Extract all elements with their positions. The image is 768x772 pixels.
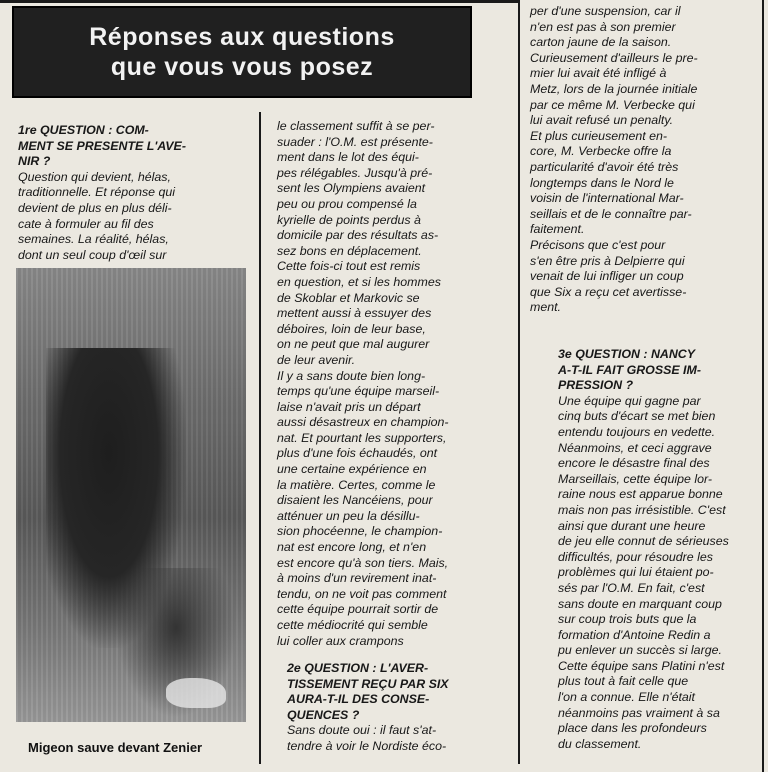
- text-line: de Skoblar et Markovic se: [277, 290, 420, 305]
- text-line: le classement suffit à se per-: [277, 119, 435, 133]
- text-line: par ce même M. Verbecke qui: [530, 97, 695, 112]
- column-3-text: [530, 4, 698, 316]
- column-divider-right: [518, 0, 520, 764]
- text-line: Néanmoins, et ceci aggrave: [558, 440, 712, 455]
- text-line: s'en être pris à Delpierre qui: [530, 253, 685, 268]
- question-heading-line: TISSEMENT REÇU PAR SIX: [287, 676, 449, 691]
- text-line: per d'une suspension, car il: [530, 4, 681, 18]
- text-line: dont un seul coup d'œil sur: [18, 247, 167, 262]
- text-line: tendre à voir le Nordiste éco-: [287, 738, 447, 753]
- text-line: néanmoins pas vraiment à sa: [558, 705, 720, 720]
- text-line: nat. Et pourtant les supporters,: [277, 430, 447, 445]
- text-line: cinq buts d'écart se met bien: [558, 409, 716, 424]
- text-line: pes rélégables. Jusqu'à pré-: [277, 165, 433, 180]
- column-2-text: [277, 119, 449, 649]
- text-line: plus d'une fois échaudés, ont: [277, 446, 438, 461]
- text-line: Metz, lors de la journée initiale: [530, 81, 698, 96]
- text-line: sans doute en marquant coup: [558, 596, 722, 611]
- text-line: cette équipe pourrait sortir de: [277, 602, 439, 617]
- text-line: problèmes qui lui étaient po-: [558, 565, 714, 580]
- question-heading-line: A-T-IL FAIT GROSSE IM-: [558, 362, 701, 377]
- question-heading-line: PRESSION ?: [558, 378, 634, 393]
- column-1-text: [18, 123, 186, 263]
- text-line: devient de plus en plus déli-: [18, 200, 172, 215]
- text-line: lui avait refusé un penalty.: [530, 113, 674, 128]
- question-heading-line: 3e QUESTION : NANCY: [558, 347, 696, 361]
- text-line: Curieusement d'ailleurs le pre-: [530, 50, 698, 65]
- question-heading-line: 2e QUESTION : L'AVER-: [287, 661, 429, 675]
- text-line: la matière. Certes, comme le: [277, 477, 436, 492]
- text-line: sion phocéenne, le champion-: [277, 524, 443, 539]
- text-line: traditionnelle. Et réponse qui: [18, 185, 176, 200]
- top-left-rule: [0, 0, 520, 3]
- boot-highlight: [166, 678, 226, 708]
- text-line: Il y a sans doute bien long-: [277, 368, 426, 383]
- text-line: formation d'Antoine Redin a: [558, 627, 711, 642]
- question-heading-line: MENT SE PRESENTE L'AVE-: [18, 138, 186, 153]
- text-line: sent les Olympiens avaient: [277, 181, 426, 196]
- text-line: pu enlever un succès si large.: [558, 643, 722, 658]
- text-line: peu ou prou compensé la: [277, 196, 417, 211]
- text-line: on ne peut que mal augurer: [277, 337, 430, 352]
- headline-line-2: que vous vous posez: [110, 53, 374, 81]
- text-line: l'on a connue. Elle n'était: [558, 690, 695, 705]
- text-line: que Six a reçu cet avertisse-: [530, 284, 687, 299]
- text-line: lui coller aux crampons: [277, 633, 404, 648]
- text-line: Sans doute oui : il faut s'at-: [287, 723, 437, 738]
- text-line: est encore qu'à son tiers. Mais,: [277, 555, 449, 570]
- text-line: en question, et si les hommes: [277, 274, 441, 289]
- text-line: suader : l'O.M. est présente-: [277, 134, 433, 149]
- text-line: ainsi que durant une heure: [558, 518, 706, 533]
- question-heading-line: 1re QUESTION : COM-: [18, 123, 149, 137]
- text-line: domicile par des résultats as-: [277, 228, 439, 243]
- column-2-question-2: [287, 661, 449, 755]
- text-line: Question qui devient, hélas,: [18, 169, 171, 184]
- text-line: une certaine expérience en: [277, 462, 427, 477]
- text-line: mier lui avait été infligé à: [530, 66, 667, 81]
- text-line: laise n'avait pris un départ: [277, 399, 421, 414]
- text-line: cette médiocrité qui semble: [277, 618, 428, 632]
- text-line: core, M. Verbecke offre la: [530, 144, 672, 159]
- text-line: n'en est pas à son premier: [530, 19, 676, 34]
- text-line: mettent aussi à essuyer des: [277, 306, 432, 321]
- question-heading-line: QUENCES ?: [287, 707, 360, 722]
- text-line: du classement.: [558, 736, 642, 751]
- text-line: Une équipe qui gagne par: [558, 393, 701, 408]
- text-line: kyrielle de points perdus à: [277, 212, 421, 227]
- text-line: entendu toujours en vedette.: [558, 424, 716, 439]
- question-heading-line: NIR ?: [18, 154, 51, 169]
- text-line: temps qu'une équipe marseil-: [277, 384, 440, 399]
- text-line: sés par l'O.M. En fait, c'est: [558, 580, 705, 595]
- text-line: voisin de l'international Mar-: [530, 191, 684, 206]
- text-line: raine nous est apparue bonne: [558, 487, 723, 502]
- headline-box: [12, 6, 472, 98]
- text-line: longtemps dans le Nord le: [530, 175, 674, 190]
- text-line: de jeu elle connut de sérieuses: [558, 534, 729, 549]
- text-line: atténuer un peu la désillu-: [277, 508, 420, 523]
- text-line: Précisons que c'est pour: [530, 237, 666, 252]
- text-line: tendu, on ne voit pas comment: [277, 586, 447, 601]
- column-divider-left: [259, 112, 261, 764]
- text-line: plus tout à fait celle que: [558, 674, 689, 689]
- text-line: place dans les profondeurs: [558, 721, 707, 736]
- text-line: Cette équipe sans Platini n'est: [558, 658, 725, 673]
- text-line: cate à formuler au fil des: [18, 216, 154, 231]
- text-line: aussi désastreux en champion-: [277, 415, 449, 430]
- text-line: seillais et de le connaître par-: [530, 206, 692, 221]
- text-line: sez bons en déplacement.: [277, 243, 422, 258]
- text-line: ment dans le lot des équi-: [277, 150, 419, 165]
- text-line: semaines. La réalité, hélas,: [18, 232, 169, 247]
- column-3-question-3: [558, 347, 729, 752]
- photo-caption: Migeon sauve devant Zenier: [28, 740, 203, 755]
- right-edge-rule: [762, 0, 764, 772]
- text-line: mais non pas irrésistible. C'est: [558, 502, 726, 517]
- football-photo: [16, 268, 246, 722]
- text-line: ment.: [530, 300, 561, 315]
- text-line: déboires, loin de leur base,: [277, 321, 426, 336]
- headline-line-1: Réponses aux questions: [89, 23, 395, 51]
- text-line: faitement.: [530, 222, 585, 237]
- text-line: particularité d'avoir été très: [530, 159, 679, 174]
- text-line: encore le désastre final des: [558, 456, 710, 471]
- question-heading-line: AURA-T-IL DES CONSE-: [287, 692, 430, 707]
- text-line: de leur avenir.: [277, 352, 356, 367]
- text-line: Marseillais, cette équipe lor-: [558, 471, 713, 486]
- text-line: nat est encore long, et n'en: [277, 540, 427, 555]
- text-line: difficultés, pour résoudre les: [558, 549, 713, 564]
- text-line: carton jaune de la saison.: [530, 35, 672, 50]
- text-line: venait de lui infliger un coup: [530, 269, 684, 284]
- text-line: à moins d'un revirement inat-: [277, 571, 437, 586]
- text-line: sur coup trois buts que la: [558, 612, 697, 627]
- text-line: Et plus curieusement en-: [530, 128, 668, 143]
- text-line: Cette fois-ci tout est remis: [277, 259, 421, 274]
- text-line: disaient les Nancéiens, pour: [277, 493, 433, 508]
